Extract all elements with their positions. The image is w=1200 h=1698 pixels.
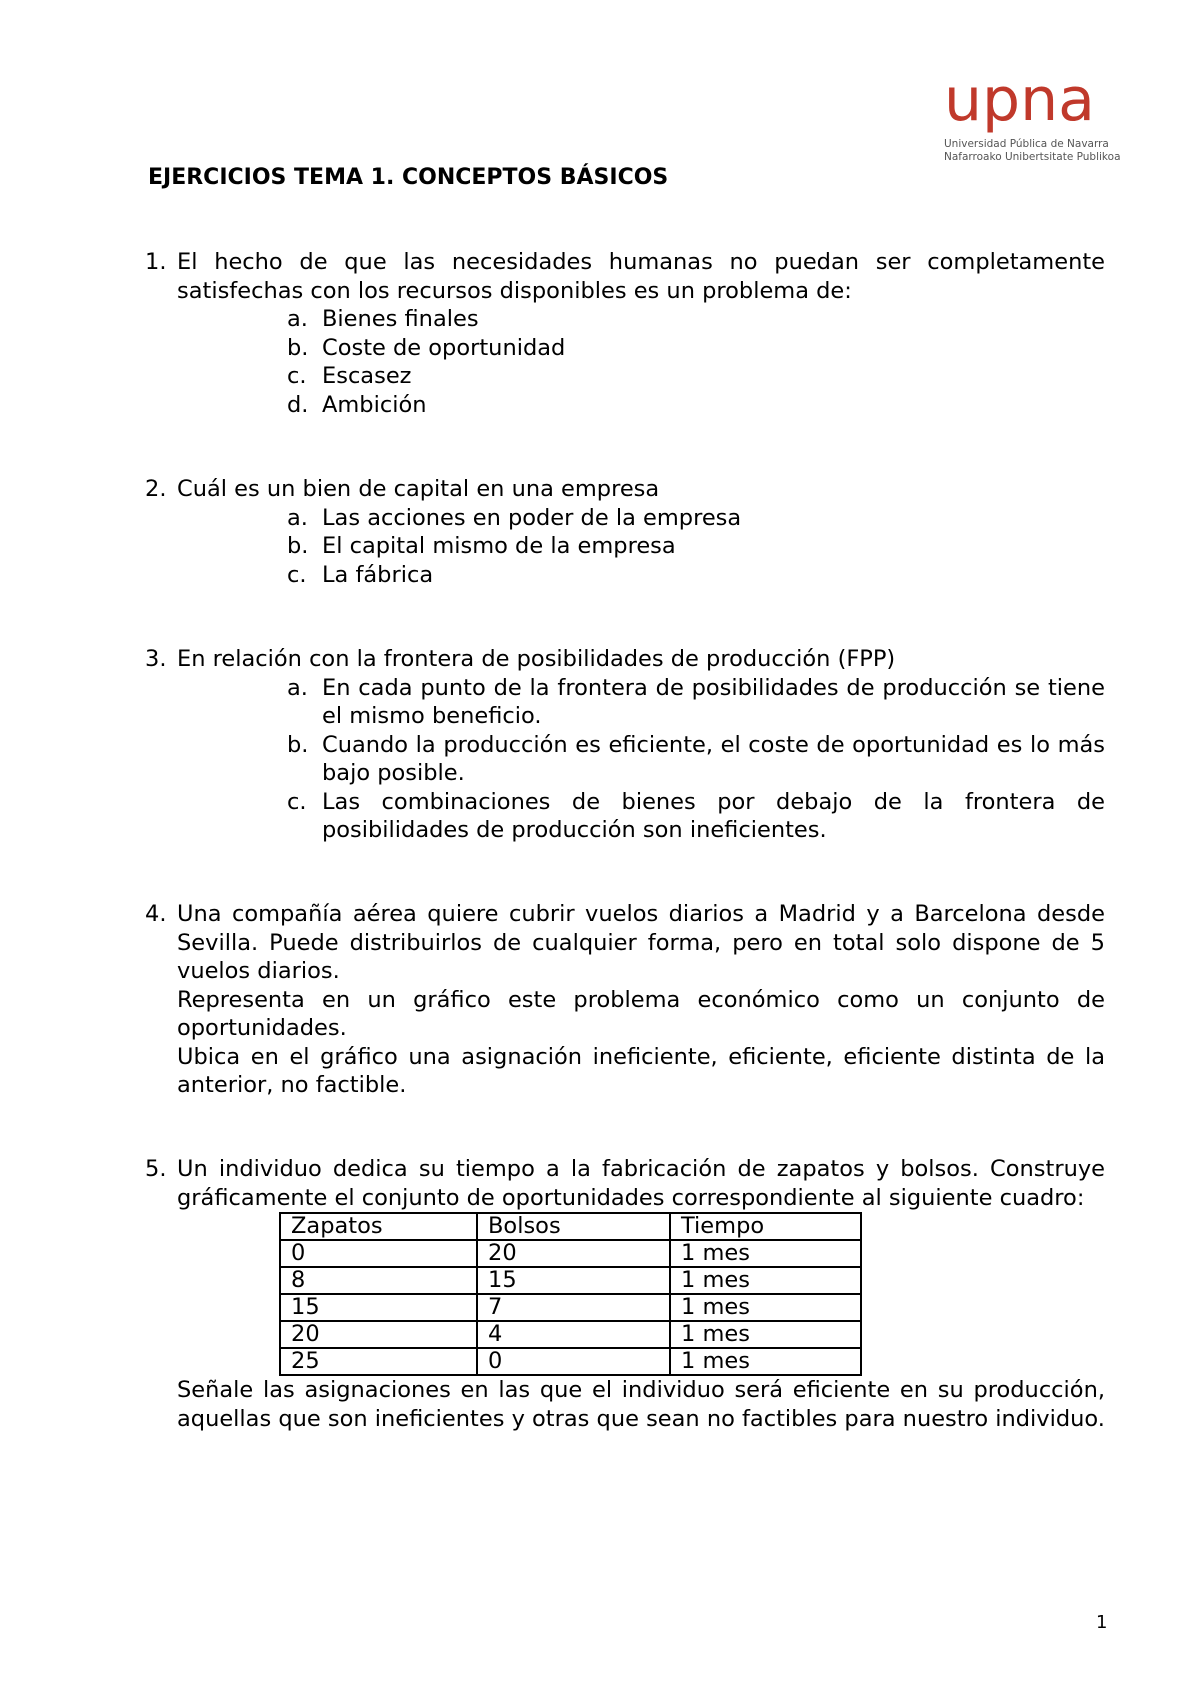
column-header: Tiempo [670, 1213, 861, 1240]
option-letter: b. [287, 533, 309, 559]
question-text: En relación con la frontera de posibilidades de producción (FPP) [177, 646, 896, 672]
table-row [280, 1267, 861, 1294]
option-text: Las combinaciones de bienes por debajo de la frontera de posibilidades de producción son ineficientes. [322, 788, 1105, 843]
question-1 [145, 248, 1105, 419]
option-text: En cada punto de la frontera de posibilidades de producción se tiene el mismo beneficio. [322, 674, 1105, 729]
option-letter: c. [287, 363, 307, 389]
table-cell: 15 [477, 1267, 670, 1294]
option-text: Escasez [322, 363, 412, 389]
logo-wordmark: upna [944, 65, 1095, 135]
question-number: 3. [145, 646, 167, 672]
option-letter: c. [287, 561, 307, 588]
table-cell: 1 mes [670, 1267, 861, 1294]
option [287, 532, 1105, 561]
table-cell: 8 [280, 1267, 477, 1294]
table-cell: 1 mes [670, 1348, 861, 1375]
option-letter: a. [287, 504, 308, 531]
question-3 [145, 645, 1105, 845]
option-letter: b. [287, 731, 309, 758]
table-row [280, 1240, 861, 1267]
question-text: Cuál es un bien de capital en una empresa [177, 476, 660, 502]
option-list [177, 504, 1105, 590]
column-header: Bolsos [477, 1213, 670, 1240]
logo-line-2: Nafarroako Unibertsitate Publikoa [944, 151, 1121, 163]
question-number: 2. [145, 476, 167, 502]
question-paragraph: Una compañía aérea quiere cubrir vuelos diarios a Madrid y a Barcelona desde Sevilla. Puede distribuirlos de cualquier forma, pero en total solo dispone de 5 vuelos diarios. [177, 901, 1105, 984]
option [287, 504, 1105, 533]
option-text: Cuando la producción es eficiente, el coste de oportunidad es lo más bajo posible. [322, 731, 1105, 786]
table-cell: 7 [477, 1294, 670, 1321]
question-number: 1. [145, 249, 167, 275]
table-cell: 1 mes [670, 1240, 861, 1267]
table-row [280, 1321, 861, 1348]
option [287, 788, 1105, 845]
column-header: Zapatos [280, 1213, 477, 1240]
question-number: 4. [145, 901, 167, 927]
option [287, 561, 1105, 590]
option [287, 391, 1105, 420]
option [287, 731, 1105, 788]
table-row [280, 1348, 861, 1375]
option [287, 674, 1105, 731]
option-text: La fábrica [322, 561, 434, 588]
option-letter: a. [287, 306, 308, 332]
table-cell: 20 [477, 1240, 670, 1267]
question-2 [145, 475, 1105, 589]
page-title: EJERCICIOS TEMA 1. CONCEPTOS BÁSICOS [148, 165, 669, 190]
option-text: El capital mismo de la empresa [322, 533, 676, 559]
option [287, 305, 1105, 334]
option-list [177, 305, 1105, 419]
table-header-row [280, 1213, 861, 1240]
option-text: Ambición [322, 391, 427, 418]
table-cell: 20 [280, 1321, 477, 1348]
question-number: 5. [145, 1156, 167, 1182]
question-5 [145, 1155, 1105, 1433]
option-letter: a. [287, 674, 308, 701]
option-letter: c. [287, 788, 307, 815]
question-paragraph: Ubica en el gráfico una asignación ineficiente, eficiente, eficiente distinta de la anterior, no factible. [177, 1043, 1105, 1098]
option-text: Bienes finales [322, 306, 479, 332]
table-cell: 1 mes [670, 1321, 861, 1348]
logo-line-1: Universidad Pública de Navarra [944, 138, 1109, 150]
table-row [280, 1294, 861, 1321]
table-cell: 0 [477, 1348, 670, 1375]
option-letter: b. [287, 334, 309, 361]
production-table [279, 1212, 862, 1376]
table-cell: 0 [280, 1240, 477, 1267]
option [287, 362, 1105, 391]
university-logo [944, 65, 1121, 164]
table-cell: 25 [280, 1348, 477, 1375]
question-text: El hecho de que las necesidades humanas no puedan ser completamente satisfechas con los recursos disponibles es un problema de: [177, 249, 1105, 304]
question-text: Un individuo dedica su tiempo a la fabricación de zapatos y bolsos. Construye gráficamente el conjunto de oportunidades correspondiente al siguiente cuadro: [177, 1156, 1105, 1211]
page-number: 1 [1096, 1612, 1108, 1633]
table-cell: 1 mes [670, 1294, 861, 1321]
option [287, 334, 1105, 363]
question-4 [145, 900, 1105, 1100]
option-letter: d. [287, 391, 309, 418]
table-cell: 4 [477, 1321, 670, 1348]
option-text: Las acciones en poder de la empresa [322, 504, 742, 531]
option-text: Coste de oportunidad [322, 334, 566, 361]
question-paragraph: Representa en un gráfico este problema económico como un conjunto de oportunidades. [177, 986, 1105, 1041]
option-list [177, 674, 1105, 845]
table-cell: 15 [280, 1294, 477, 1321]
question-followup: Señale las asignaciones en las que el individuo será eficiente en su producción, aquellas que son ineficientes y otras que sean no factibles para nuestro individuo. [177, 1377, 1105, 1432]
